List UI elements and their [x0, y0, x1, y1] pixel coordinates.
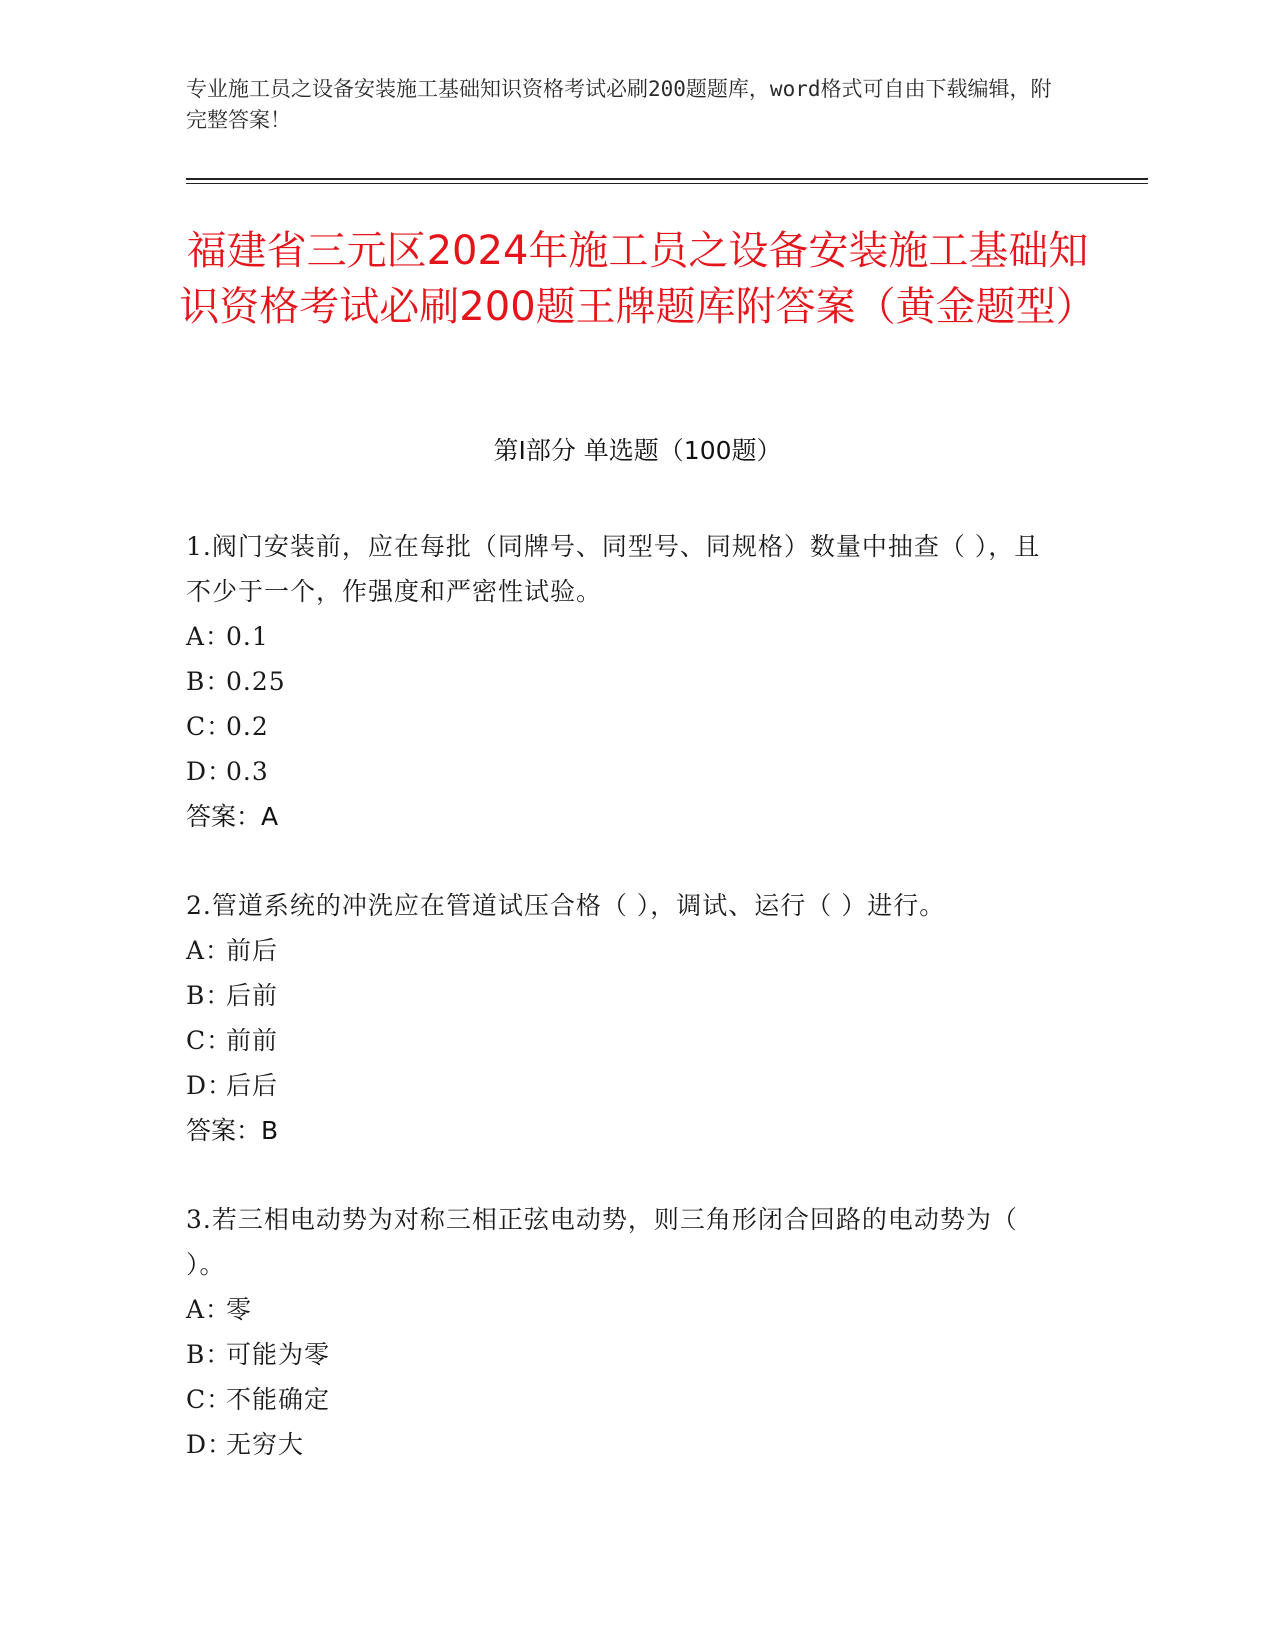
- option-text: 0.2: [226, 712, 269, 741]
- option-b: [186, 973, 1066, 1018]
- answer-text: 答案：A: [186, 802, 279, 831]
- option-d: [186, 749, 1066, 794]
- option-text: 0.3: [226, 757, 269, 786]
- option-letter: A：: [186, 1295, 232, 1324]
- header-divider-thick: [186, 178, 1148, 180]
- option-b: [186, 1332, 1066, 1377]
- question-stem: 2.管道系统的冲洗应在管道试压合格（ ），调试、运行（ ）进行。: [186, 891, 946, 920]
- option-a: [186, 928, 1066, 973]
- option-c: [186, 704, 1066, 749]
- question-stem: 1.阀门安装前，应在每批（同牌号、同型号、同规格）数量中抽查（ ），且不少于一个，作强度和严密性试验。: [186, 532, 1041, 606]
- option-b: [186, 659, 1066, 704]
- option-text: 0.1: [226, 622, 269, 651]
- option-a: [186, 1287, 1066, 1332]
- option-letter: D：: [186, 1430, 234, 1459]
- option-text: 后后: [226, 1071, 279, 1100]
- option-letter: B：: [186, 667, 232, 696]
- option-text: 无穷大: [226, 1430, 305, 1459]
- option-letter: A：: [186, 936, 232, 965]
- option-a: [186, 614, 1066, 659]
- question-list: [186, 524, 1066, 1511]
- question-stem: 3.若三相电动势为对称三相正弦电动势，则三角形闭合回路的电动势为（ ）。: [186, 1205, 1018, 1279]
- option-letter: D：: [186, 757, 234, 786]
- option-letter: B：: [186, 981, 232, 1010]
- option-letter: C：: [186, 712, 233, 741]
- option-text: 0.25: [226, 667, 286, 696]
- section-title: 第I部分 单选题（100题）: [493, 436, 782, 465]
- option-c: [186, 1018, 1066, 1063]
- header-note: 专业施工员之设备安装施工基础知识资格考试必刷200题题库，word格式可自由下载编辑，附完整答案！: [186, 77, 1052, 132]
- option-c: [186, 1377, 1066, 1422]
- question-1: [186, 524, 1066, 839]
- option-d: [186, 1063, 1066, 1108]
- option-letter: B：: [186, 1340, 232, 1369]
- answer-text: 答案：B: [186, 1116, 279, 1145]
- option-d: [186, 1422, 1066, 1467]
- document-title: 福建省三元区2024年施工员之设备安装施工基础知识资格考试必刷200题王牌题库附答案（黄金题型）: [179, 228, 1096, 330]
- option-text: 不能确定: [226, 1385, 331, 1414]
- question-3: [186, 1197, 1066, 1467]
- question-2: [186, 883, 1066, 1153]
- option-text: 前后: [226, 936, 279, 965]
- option-letter: C：: [186, 1026, 233, 1055]
- option-letter: A：: [186, 622, 232, 651]
- option-text: 零: [226, 1295, 253, 1324]
- option-text: 后前: [226, 981, 279, 1010]
- header-divider-thin: [186, 183, 1148, 184]
- option-text: 前前: [226, 1026, 279, 1055]
- option-letter: D：: [186, 1071, 234, 1100]
- option-letter: C：: [186, 1385, 233, 1414]
- option-text: 可能为零: [226, 1340, 331, 1369]
